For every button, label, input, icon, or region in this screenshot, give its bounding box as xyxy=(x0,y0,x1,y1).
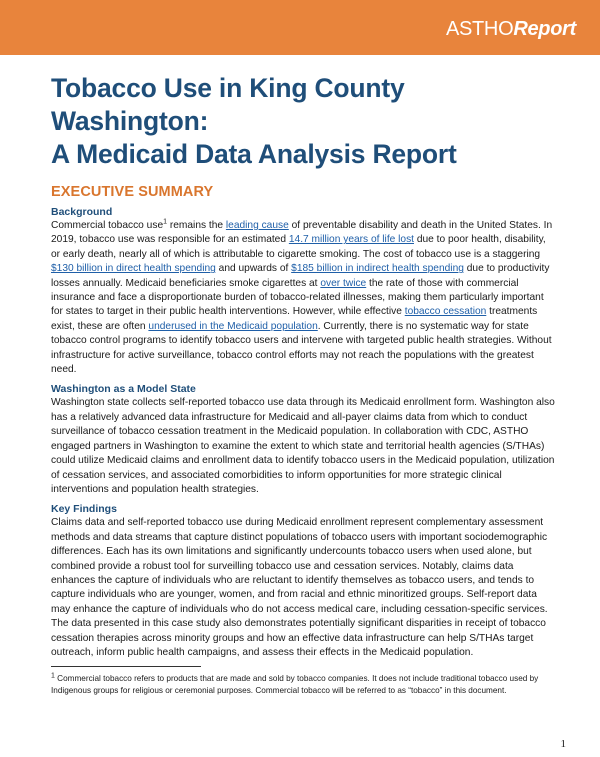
key-findings-heading: Key Findings xyxy=(51,503,117,516)
astho-report-logo xyxy=(446,18,576,41)
footnote-divider xyxy=(51,666,201,667)
logo-suffix: Report xyxy=(513,18,576,40)
background-paragraph xyxy=(51,219,556,377)
link-tobacco-cessation[interactable]: tobacco cessation xyxy=(404,306,487,318)
footnote xyxy=(51,673,556,697)
model-state-paragraph: Washington state collects self-reported tobacco use data through its Medicaid enrollment form. Washington also has a relatively advanced data infrastructure for Medicaid and all-payer claims data from which to conduct surveillance of tobacco cessation treatment in the Medicaid population. In collaboration with CDC, ASTHO engaged partners in Washington to examine the extent to which state and territorial health agencies (S/THAs) could utilize Medicaid claims and enrollment data to identify tobacco users in the Medicaid population, utilization of cessation services, and associated comorbidities to inform opportunities for more strategic clinical interventions and population health strategies. xyxy=(51,397,555,495)
text-segment: due to poor health, disability, or early death, nearly all of which is attributable to cigarette smoking. The cost of tobacco use is a staggering xyxy=(51,234,546,260)
title-line-1: Tobacco Use in King County Washington: xyxy=(51,73,405,136)
link-underused-medicaid[interactable]: underused in the Medicaid population xyxy=(148,320,318,332)
executive-summary-heading: EXECUTIVE SUMMARY xyxy=(51,184,214,200)
text-segment: treatments exist, these are often xyxy=(51,306,538,332)
link-years-of-life-lost[interactable]: 14.7 million years of life lost xyxy=(288,234,414,246)
background-heading: Background xyxy=(51,206,113,218)
page-number: 1 xyxy=(560,738,566,750)
logo-prefix: ASTHO xyxy=(445,18,514,40)
text-segment: and upwards of xyxy=(215,263,292,275)
footnote-ref[interactable]: 1 xyxy=(163,218,168,226)
footnote-text: Commercial tobacco refers to products that are made and sold by tobacco companies. It does not include traditional tobacco used by Indigenous groups for religious or ceremonial purposes. Commercial tobacco will be referred to as “tobacco” in this document. xyxy=(51,674,539,695)
text-segment: of preventable disability and death in the United States. In 2019, tobacco use was responsible for an estimated xyxy=(51,220,553,246)
main-content xyxy=(51,72,556,664)
model-state-heading: Washington as a Model State xyxy=(51,383,196,396)
text-segment: due to productivity losses annually. Medicaid beneficiaries smoke cigarettes at xyxy=(51,263,550,289)
link-leading-cause[interactable]: leading cause xyxy=(225,220,289,231)
text-segment: remains the xyxy=(167,220,226,231)
page-title xyxy=(51,72,556,171)
text-segment: . Currently, there is no systematic way for state tobacco control programs to identify tobacco users and intervene with targeted public health strategies. Without infrastructure for active surveillance, tobacco control efforts may not reach the populations with the greatest need. xyxy=(51,320,552,376)
text-segment: the rate of those with commercial insurance and face a disproportionate burden of tobacco-related illnesses, making them particularly important for states to target in their public health interventions. However, while effective xyxy=(51,277,544,318)
footnote-number: 1 xyxy=(51,672,55,680)
key-findings-paragraph: Claims data and self-reported tobacco use during Medicaid enrollment represent complementary assessment methods and data streams that capture distinct populations of tobacco users with important sociodemographic differences. Each has its own limitations and significantly undercounts tobacco users when used alone, but combined provide a robust tool for surveilling tobacco use and cessation services. Notably, claims data enhances the capture of individuals who are reluctant to identify themselves as tobacco users, and tends to capture individuals who are younger, women, and from racial and ethnic minoritized groups. Self-report data may enhance the capture of individuals who do not access medical care, including cessation-specific services. The data presented in this case study also demonstrates potentially significant disparities in receipt of tobacco cessation therapies across minority groups and how an effective data infrastructure can help S/THAs target outreach, inform public health campaigns, and assess their effects in the Medicaid population. xyxy=(51,517,548,658)
title-line-2: A Medicaid Data Analysis Report xyxy=(51,139,457,169)
link-over-twice[interactable]: over twice xyxy=(320,277,367,289)
header-band xyxy=(0,0,600,55)
text-segment: Commercial tobacco use xyxy=(51,220,164,231)
link-indirect-health-spending[interactable]: $185 billion in indirect health spending xyxy=(291,263,464,275)
link-direct-health-spending[interactable]: $130 billion in direct health spending xyxy=(51,263,216,275)
